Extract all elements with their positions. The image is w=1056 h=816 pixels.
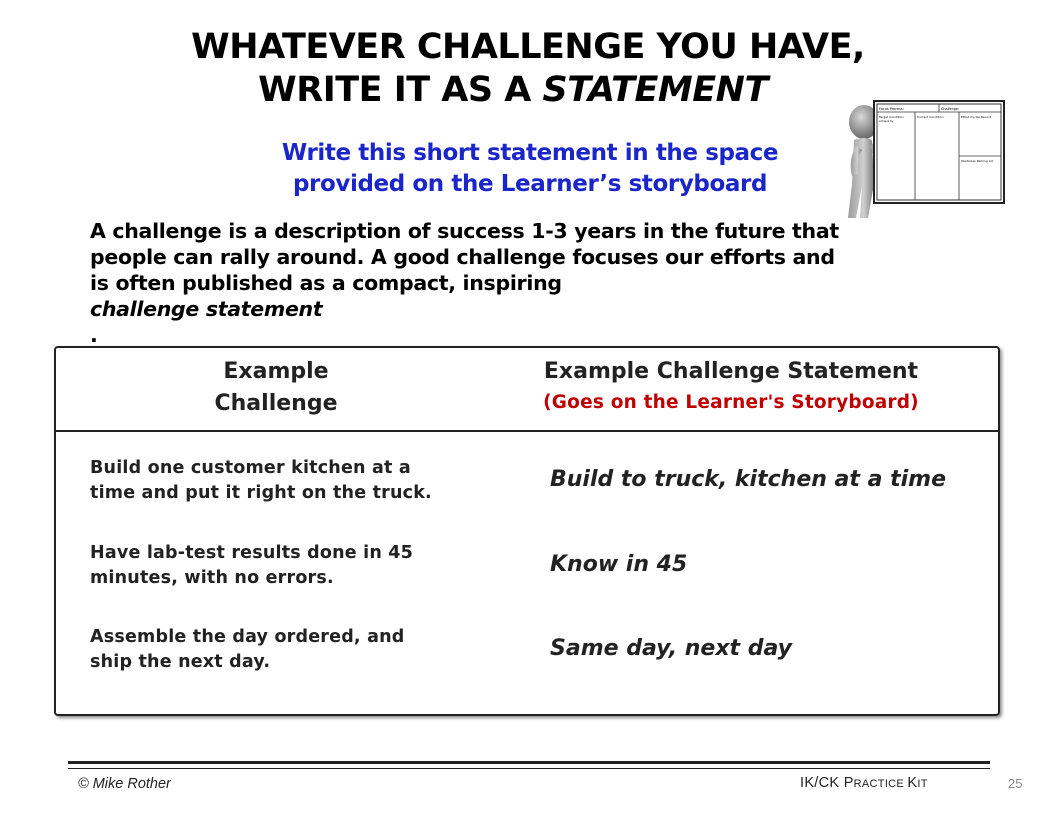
footer-divider-thin [68, 768, 990, 769]
row-1-challenge-line-1: Build one customer kitchen at a [90, 458, 411, 478]
table-row-3-challenge [90, 625, 510, 675]
row-2-challenge-line-1: Have lab-test results done in 45 [90, 543, 414, 563]
description-line-3-suffix: . [90, 323, 98, 347]
table-row-1-statement: Build to truck, kitchen at a time [550, 467, 946, 492]
storyboard-thumbnail [873, 100, 1005, 204]
header-example-statement [506, 356, 956, 418]
description-emphasis: challenge statement [90, 297, 323, 321]
row-2-challenge-line-2: minutes, with no errors. [90, 568, 334, 588]
footer-divider-thick [68, 761, 990, 764]
storyboard-target-label: Target Condition [879, 115, 904, 119]
storyboard-current-label: Current Condition [917, 115, 944, 119]
title-emphasis: STATEMENT [542, 70, 768, 110]
description-line-1: A challenge is a description of success 1-3 years in the future that [90, 219, 839, 243]
storyboard-challenge-label: Challenge: [941, 107, 960, 111]
row-3-challenge-line-1: Assemble the day ordered, and [90, 627, 405, 647]
title-line-2-prefix: WRITE IT AS A [258, 70, 543, 110]
storyboard-achieve-label: Achieve by: [879, 120, 894, 123]
table-row-2-challenge [90, 541, 510, 591]
kit-k: K [907, 775, 918, 791]
table-row-1-challenge [90, 456, 510, 506]
row-1-challenge-line-2: time and put it right on the truck. [90, 483, 432, 503]
storyboard-pdca-label: PDCA Cycles Record [961, 115, 992, 119]
row-3-challenge-line-2: ship the next day. [90, 652, 271, 672]
description-line-2: people can rally around. A good challenge focuses our efforts and [90, 245, 835, 269]
page-number: 25 [1008, 776, 1023, 791]
description-line-3-prefix: is often published as a compact, inspiring [90, 271, 562, 295]
subtitle-line-1: Write this short statement in the space [281, 140, 779, 166]
slide-subtitle [210, 138, 850, 200]
examples-table [54, 346, 1000, 716]
storyboard-process-label: Focus Process: [879, 107, 904, 111]
description-line-3 [90, 270, 980, 348]
kit-prefix: IK/CK P [800, 775, 854, 791]
storyboard-obstacles-label: Obstacles Parking Lot [961, 159, 994, 163]
table-row-3-statement: Same day, next day [550, 636, 792, 661]
header-right-subtitle: (Goes on the Learner's Storyboard) [543, 392, 919, 413]
kit-small-2: IT [917, 778, 928, 790]
kit-small-1: RACTICE [853, 778, 908, 790]
header-right-title: Example Challenge Statement [543, 359, 919, 384]
table-row-2-statement: Know in 45 [550, 552, 688, 577]
header-left-line-2: Challenge [214, 391, 338, 416]
footer-kit-label [800, 775, 928, 791]
footer-copyright: © Mike Rother [78, 776, 171, 792]
storyboard-grid-icon [875, 102, 1003, 202]
header-example-challenge [176, 356, 376, 420]
header-divider [56, 430, 998, 432]
title-line-1: WHATEVER CHALLENGE YOU HAVE, [191, 27, 865, 67]
challenge-description [90, 218, 980, 348]
header-left-line-1: Example [223, 359, 329, 384]
stick-figure-storyboard-illustration [838, 96, 1008, 218]
subtitle-line-2: provided on the Learner’s storyboard [292, 171, 768, 197]
